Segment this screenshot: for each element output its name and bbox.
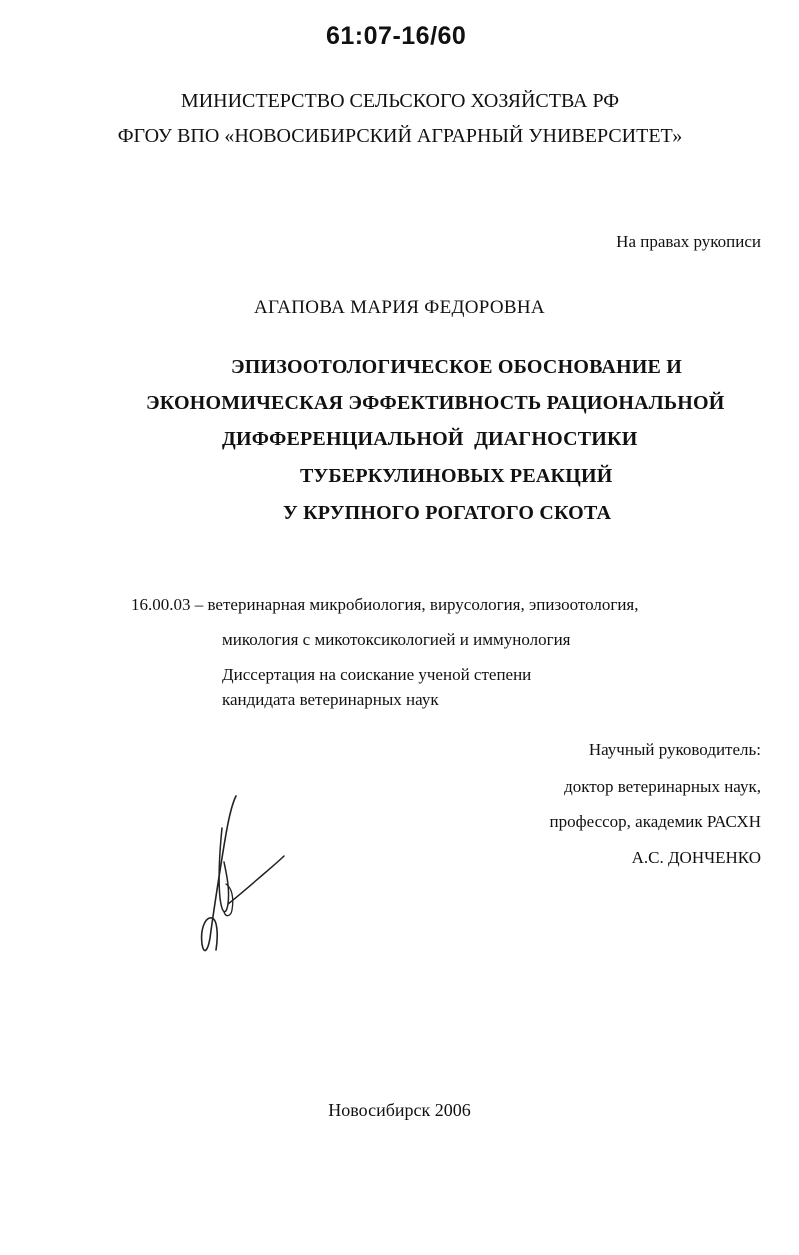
supervisor-label: Научный руководитель: — [588, 740, 761, 759]
university-name: ФГОУ ВПО «НОВОСИБИРСКИЙ АГРАРНЫЙ УНИВЕРСИТЕТ» — [117, 125, 683, 147]
title-line-5: У КРУПНОГО РОГАТОГО СКОТА — [283, 502, 612, 524]
dissertation-line-1: Диссертация на соискание ученой степени — [222, 665, 532, 684]
specialty-line-2: микология с микотоксикологией и иммунология — [222, 630, 571, 649]
archive-code: 61:07-16/60 — [326, 22, 467, 50]
manuscript-note: На правах рукописи — [616, 232, 761, 251]
dissertation-line-2: кандидата ветеринарных наук — [222, 690, 439, 709]
ministry-name: МИНИСТЕРСТВО СЕЛЬСКОГО ХОЗЯЙСТВА РФ — [180, 90, 620, 112]
supervisor-degree: доктор ветеринарных наук, — [564, 777, 761, 796]
handwritten-signature-icon — [196, 788, 296, 958]
title-line-1: ЭПИЗООТОЛОГИЧЕСКОЕ ОБОСНОВАНИЕ И — [231, 356, 683, 378]
supervisor-name: А.С. ДОНЧЕНКО — [631, 848, 761, 867]
city-year: Новосибирск 2006 — [328, 1100, 471, 1120]
specialty-line-1: 16.00.03 – ветеринарная микробиология, вирусология, эпизоотология, — [131, 595, 639, 614]
author-name: АГАПОВА МАРИЯ ФЕДОРОВНА — [254, 297, 545, 318]
supervisor-position: профессор, академик РАСХН — [549, 812, 761, 831]
title-line-3: ДИФФЕРЕНЦИАЛЬНОЙ ДИАГНОСТИКИ — [222, 428, 638, 450]
title-line-2: ЭКОНОМИЧЕСКАЯ ЭФФЕКТИВНОСТЬ РАЦИОНАЛЬНОЙ — [146, 392, 725, 414]
title-line-4: ТУБЕРКУЛИНОВЫХ РЕАКЦИЙ — [300, 465, 613, 487]
